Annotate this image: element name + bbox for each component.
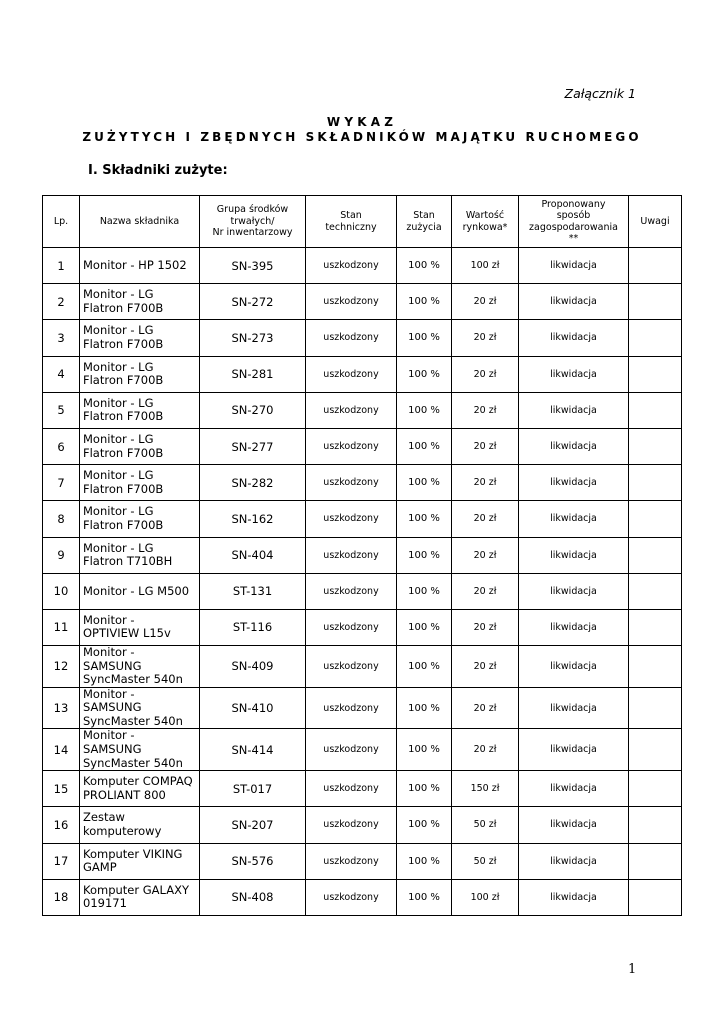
- cell-value: 20 zł: [452, 687, 519, 729]
- cell-tech-state: uszkodzony: [306, 807, 397, 843]
- cell-value: 20 zł: [452, 609, 519, 645]
- cell-disposal: likwidacja: [519, 687, 629, 729]
- cell-lp: 12: [43, 646, 80, 688]
- inventory-table: [42, 195, 682, 916]
- cell-disposal: likwidacja: [519, 771, 629, 807]
- cell-inventory-number: SN-410: [200, 687, 306, 729]
- cell-tech-state: uszkodzony: [306, 248, 397, 284]
- cell-value: 20 zł: [452, 392, 519, 428]
- table-row: [43, 807, 682, 843]
- cell-notes: [629, 501, 682, 537]
- cell-name-line: Monitor - LG: [83, 431, 154, 446]
- cell-value: 20 zł: [452, 320, 519, 356]
- cell-inventory-number: SN-408: [200, 879, 306, 915]
- cell-lp: 4: [43, 356, 80, 392]
- cell-inventory-number: SN-576: [200, 843, 306, 879]
- cell-wear: 100 %: [397, 428, 452, 464]
- cell-tech-state: uszkodzony: [306, 465, 397, 501]
- cell-inventory-number: ST-131: [200, 573, 306, 609]
- cell-lp: 17: [43, 843, 80, 879]
- cell-value: 100 zł: [452, 248, 519, 284]
- cell-name-line: Zestaw: [83, 810, 125, 825]
- cell-name-line: GAMP: [83, 860, 117, 875]
- cell-tech-state: uszkodzony: [306, 687, 397, 729]
- cell-lp: 3: [43, 320, 80, 356]
- cell-name-line: Monitor -: [83, 645, 135, 660]
- cell-value: 100 zł: [452, 879, 519, 915]
- cell-notes: [629, 807, 682, 843]
- cell-name-line: Komputer COMPAQ: [83, 774, 193, 789]
- cell-name-line: Flatron F700B: [83, 481, 164, 496]
- cell-notes: [629, 687, 682, 729]
- cell-lp: 8: [43, 501, 80, 537]
- header-notes: Uwagi: [629, 196, 682, 248]
- table-row: [43, 392, 682, 428]
- cell-wear: 100 %: [397, 501, 452, 537]
- cell-wear: 100 %: [397, 392, 452, 428]
- header-disposal: Proponowany sposób zagospodarowania **: [519, 196, 629, 248]
- cell-disposal: likwidacja: [519, 248, 629, 284]
- cell-tech-state: uszkodzony: [306, 573, 397, 609]
- table-row: [43, 320, 682, 356]
- cell-wear: 100 %: [397, 537, 452, 573]
- header-wear: Stan zużycia: [397, 196, 452, 248]
- cell-inventory-number: SN-277: [200, 428, 306, 464]
- cell-inventory-number: SN-273: [200, 320, 306, 356]
- cell-name-line: 019171: [83, 896, 127, 911]
- cell-wear: 100 %: [397, 573, 452, 609]
- cell-name: [80, 687, 200, 729]
- table-row: [43, 879, 682, 915]
- cell-notes: [629, 465, 682, 501]
- cell-name-line: Flatron F700B: [83, 409, 164, 424]
- cell-inventory-number: SN-272: [200, 284, 306, 320]
- cell-wear: 100 %: [397, 879, 452, 915]
- table-row: [43, 465, 682, 501]
- cell-wear: 100 %: [397, 687, 452, 729]
- cell-wear: 100 %: [397, 356, 452, 392]
- cell-value: 20 zł: [452, 573, 519, 609]
- cell-disposal: likwidacja: [519, 320, 629, 356]
- cell-disposal: likwidacja: [519, 573, 629, 609]
- cell-name: [80, 843, 200, 879]
- cell-tech-state: uszkodzony: [306, 392, 397, 428]
- cell-notes: [629, 428, 682, 464]
- cell-notes: [629, 843, 682, 879]
- section-title: I. Składniki zużyte:: [88, 163, 228, 178]
- cell-name-line: Monitor -: [83, 728, 135, 743]
- cell-inventory-number: ST-116: [200, 609, 306, 645]
- cell-name: [80, 646, 200, 688]
- cell-wear: 100 %: [397, 320, 452, 356]
- cell-lp: 14: [43, 729, 80, 771]
- cell-notes: [629, 537, 682, 573]
- cell-inventory-number: SN-282: [200, 465, 306, 501]
- cell-notes: [629, 729, 682, 771]
- cell-name-line: Monitor - LG: [83, 504, 154, 519]
- cell-value: 50 zł: [452, 843, 519, 879]
- cell-name: [80, 771, 200, 807]
- cell-name-line: PROLIANT 800: [83, 787, 166, 802]
- cell-disposal: likwidacja: [519, 807, 629, 843]
- cell-name-line: Monitor -: [83, 686, 135, 701]
- cell-value: 20 zł: [452, 465, 519, 501]
- cell-name: [80, 392, 200, 428]
- table-row: [43, 428, 682, 464]
- cell-name-line: Monitor - LG: [83, 323, 154, 338]
- cell-inventory-number: SN-270: [200, 392, 306, 428]
- table-row: [43, 843, 682, 879]
- header-tech: Stan techniczny: [306, 196, 397, 248]
- cell-name: [80, 501, 200, 537]
- cell-inventory-number: SN-404: [200, 537, 306, 573]
- cell-value: 50 zł: [452, 807, 519, 843]
- cell-inventory-number: SN-281: [200, 356, 306, 392]
- cell-tech-state: uszkodzony: [306, 646, 397, 688]
- cell-name-line: SyncMaster 540n: [83, 713, 183, 728]
- cell-disposal: likwidacja: [519, 879, 629, 915]
- cell-name: [80, 284, 200, 320]
- cell-inventory-number: SN-414: [200, 729, 306, 771]
- cell-lp: 10: [43, 573, 80, 609]
- table-row: [43, 771, 682, 807]
- table-row: [43, 609, 682, 645]
- page-number: 1: [628, 962, 637, 977]
- table-row: [43, 729, 682, 771]
- cell-notes: [629, 771, 682, 807]
- cell-tech-state: uszkodzony: [306, 428, 397, 464]
- cell-name-line: Monitor - HP 1502: [83, 257, 187, 272]
- cell-lp: 1: [43, 248, 80, 284]
- cell-notes: [629, 320, 682, 356]
- cell-lp: 15: [43, 771, 80, 807]
- cell-inventory-number: ST-017: [200, 771, 306, 807]
- cell-disposal: likwidacja: [519, 501, 629, 537]
- cell-notes: [629, 284, 682, 320]
- cell-tech-state: uszkodzony: [306, 501, 397, 537]
- cell-value: 20 zł: [452, 501, 519, 537]
- cell-name-line: Flatron F700B: [83, 445, 164, 460]
- cell-notes: [629, 392, 682, 428]
- cell-wear: 100 %: [397, 284, 452, 320]
- cell-name-line: OPTIVIEW L15v: [83, 626, 171, 641]
- table-header-row: [43, 196, 682, 248]
- header-value: Wartość rynkowa*: [452, 196, 519, 248]
- document-title: WYKAZ: [326, 115, 398, 129]
- cell-disposal: likwidacja: [519, 537, 629, 573]
- document-subtitle: ZUŻYTYCH I ZBĘDNYCH SKŁADNIKÓW MAJĄTKU RUCHOMEGO: [82, 130, 642, 144]
- cell-notes: [629, 609, 682, 645]
- cell-value: 20 zł: [452, 646, 519, 688]
- cell-disposal: likwidacja: [519, 646, 629, 688]
- cell-name: [80, 248, 200, 284]
- cell-notes: [629, 646, 682, 688]
- cell-name-line: SAMSUNG: [83, 700, 142, 715]
- cell-inventory-number: SN-162: [200, 501, 306, 537]
- cell-value: 20 zł: [452, 428, 519, 464]
- cell-wear: 100 %: [397, 609, 452, 645]
- cell-lp: 5: [43, 392, 80, 428]
- cell-disposal: likwidacja: [519, 843, 629, 879]
- cell-lp: 18: [43, 879, 80, 915]
- cell-lp: 13: [43, 687, 80, 729]
- cell-wear: 100 %: [397, 843, 452, 879]
- cell-name-line: Flatron F700B: [83, 373, 164, 388]
- cell-name-line: SAMSUNG: [83, 742, 142, 756]
- header-group: Grupa środków trwałych/ Nr inwentarzowy: [200, 196, 306, 248]
- table-row: [43, 284, 682, 320]
- cell-name-line: komputerowy: [83, 823, 162, 838]
- cell-value: 20 zł: [452, 356, 519, 392]
- cell-tech-state: uszkodzony: [306, 729, 397, 771]
- cell-disposal: likwidacja: [519, 609, 629, 645]
- cell-tech-state: uszkodzony: [306, 879, 397, 915]
- cell-wear: 100 %: [397, 771, 452, 807]
- table-row: [43, 537, 682, 573]
- table-row: [43, 356, 682, 392]
- cell-name-line: Monitor -: [83, 612, 135, 627]
- cell-inventory-number: SN-207: [200, 807, 306, 843]
- cell-value: 150 zł: [452, 771, 519, 807]
- cell-value: 20 zł: [452, 729, 519, 771]
- cell-disposal: likwidacja: [519, 356, 629, 392]
- cell-notes: [629, 356, 682, 392]
- annex-label: Załącznik 1: [564, 86, 636, 101]
- cell-disposal: likwidacja: [519, 465, 629, 501]
- cell-name-line: Monitor - LG M500: [83, 583, 190, 598]
- cell-name: [80, 573, 200, 609]
- cell-inventory-number: SN-395: [200, 248, 306, 284]
- cell-name-line: Monitor - LG: [83, 359, 154, 374]
- cell-name: [80, 729, 200, 771]
- table-row: [43, 573, 682, 609]
- cell-name: [80, 356, 200, 392]
- cell-value: 20 zł: [452, 284, 519, 320]
- cell-name: [80, 465, 200, 501]
- cell-name-line: Komputer GALAXY: [83, 882, 189, 897]
- cell-wear: 100 %: [397, 465, 452, 501]
- cell-wear: 100 %: [397, 807, 452, 843]
- cell-tech-state: uszkodzony: [306, 320, 397, 356]
- cell-wear: 100 %: [397, 248, 452, 284]
- table-row: [43, 501, 682, 537]
- cell-name-line: SyncMaster 540n: [83, 755, 183, 770]
- header-name: Nazwa składnika: [80, 196, 200, 248]
- cell-lp: 16: [43, 807, 80, 843]
- cell-wear: 100 %: [397, 646, 452, 688]
- cell-notes: [629, 879, 682, 915]
- table-row: [43, 248, 682, 284]
- cell-name-line: Flatron F700B: [83, 336, 164, 351]
- cell-tech-state: uszkodzony: [306, 843, 397, 879]
- cell-name: [80, 807, 200, 843]
- cell-name-line: Monitor - LG: [83, 540, 154, 555]
- cell-name-line: Monitor - LG: [83, 287, 154, 302]
- cell-name-line: Monitor - LG: [83, 468, 154, 483]
- cell-lp: 9: [43, 537, 80, 573]
- cell-inventory-number: SN-409: [200, 646, 306, 688]
- table-body: [43, 248, 682, 916]
- cell-tech-state: uszkodzony: [306, 609, 397, 645]
- cell-tech-state: uszkodzony: [306, 356, 397, 392]
- cell-name: [80, 428, 200, 464]
- cell-disposal: likwidacja: [519, 392, 629, 428]
- cell-notes: [629, 248, 682, 284]
- cell-name: [80, 537, 200, 573]
- cell-tech-state: uszkodzony: [306, 771, 397, 807]
- cell-name-line: SyncMaster 540n: [83, 672, 183, 687]
- cell-disposal: likwidacja: [519, 284, 629, 320]
- header-lp: Lp.: [43, 196, 80, 248]
- cell-tech-state: uszkodzony: [306, 284, 397, 320]
- cell-name: [80, 879, 200, 915]
- cell-lp: 2: [43, 284, 80, 320]
- cell-lp: 6: [43, 428, 80, 464]
- cell-disposal: likwidacja: [519, 729, 629, 771]
- cell-name: [80, 609, 200, 645]
- cell-lp: 7: [43, 465, 80, 501]
- cell-name-line: Flatron F700B: [83, 517, 164, 532]
- cell-name-line: Komputer VIKING: [83, 846, 183, 861]
- cell-notes: [629, 573, 682, 609]
- cell-lp: 11: [43, 609, 80, 645]
- cell-name-line: SAMSUNG: [83, 658, 142, 673]
- table-row: [43, 687, 682, 729]
- cell-name-line: Flatron F700B: [83, 300, 164, 315]
- cell-tech-state: uszkodzony: [306, 537, 397, 573]
- cell-name-line: Monitor - LG: [83, 395, 154, 410]
- table-row: [43, 646, 682, 688]
- cell-value: 20 zł: [452, 537, 519, 573]
- cell-name: [80, 320, 200, 356]
- cell-wear: 100 %: [397, 729, 452, 771]
- cell-disposal: likwidacja: [519, 428, 629, 464]
- cell-name-line: Flatron T710BH: [83, 554, 173, 569]
